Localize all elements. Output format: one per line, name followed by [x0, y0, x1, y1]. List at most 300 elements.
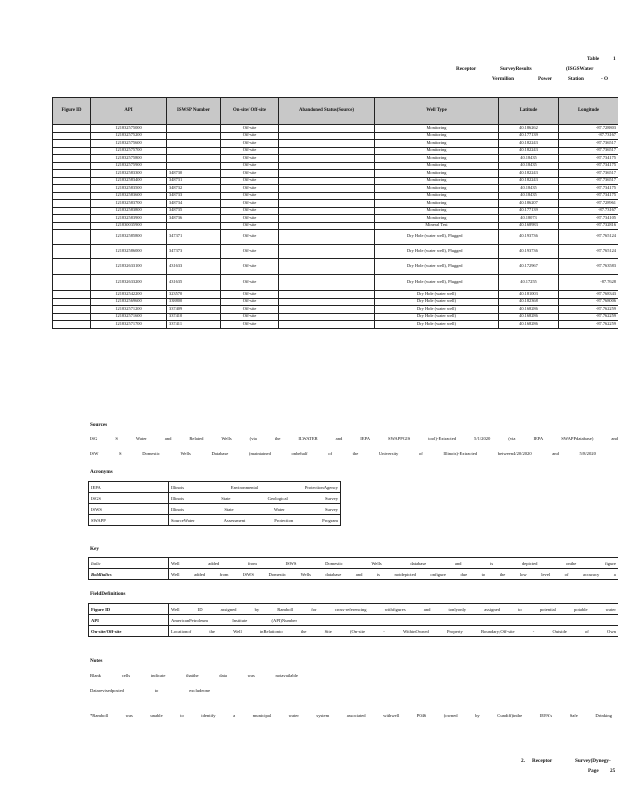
cell-longitude: -87.765124 — [559, 230, 618, 245]
word: potable — [574, 606, 588, 612]
word: S — [115, 436, 118, 441]
definition-row — [89, 626, 618, 637]
word: Datarevisedposted — [90, 688, 124, 693]
cell-abandoned-status — [279, 215, 375, 223]
word: (owned — [443, 713, 458, 718]
cell-on-off-site: Off-site — [221, 177, 279, 185]
cell-latitude: 40.177139 — [499, 207, 559, 215]
cell-api: 121832583300 — [91, 170, 167, 178]
cell-well-type: Dry Hole (water well), Plugged — [375, 275, 499, 291]
word: Well — [171, 560, 180, 566]
cell-well-type: Dry Hole (water well), Plugged — [375, 230, 499, 245]
word: of — [418, 451, 423, 456]
cell-on-off-site: Off-site — [221, 192, 279, 200]
cell-iswsp-number: 348736 — [167, 215, 221, 223]
table-row — [53, 185, 618, 193]
cell-well-type: Monitoring — [375, 207, 499, 215]
definition-text — [169, 569, 618, 580]
cell-figure-id — [53, 306, 91, 314]
word: Database — [211, 451, 229, 456]
cell-well-type: Monitoring — [375, 170, 499, 178]
word: was — [247, 673, 255, 678]
word: water — [288, 713, 299, 718]
word: ProtectionAgency — [304, 484, 338, 490]
cell-abandoned-status — [279, 244, 375, 259]
word: the — [499, 571, 506, 577]
cell-longitude: -87.736517 — [559, 147, 618, 155]
cell-abandoned-status — [279, 125, 375, 133]
definition-row — [89, 482, 341, 493]
word: and — [611, 436, 618, 441]
word: onthe — [566, 560, 577, 566]
cell-abandoned-status — [279, 275, 375, 291]
word: (via — [508, 436, 516, 441]
word: from — [219, 571, 229, 577]
table-label: Table — [587, 56, 600, 62]
acronyms-table — [88, 481, 341, 526]
cell-api: 121832571700 — [91, 321, 167, 329]
word: Safe — [569, 713, 578, 718]
cell-figure-id — [53, 125, 91, 133]
cell-figure-id — [53, 170, 91, 178]
word: identify — [201, 713, 216, 718]
word: from — [247, 560, 257, 566]
cell-iswsp-number: 323570 — [167, 291, 221, 299]
table-row — [53, 298, 618, 306]
word: 5/8/2020 — [579, 451, 596, 456]
cell-well-type: Dry Hole (water well) — [375, 298, 499, 306]
cell-well-type: Monitoring — [375, 185, 499, 193]
word: level — [541, 571, 551, 577]
word: - — [532, 628, 535, 634]
word: figure — [604, 560, 616, 566]
header-receptor: Receptor — [456, 66, 477, 72]
word: Own — [607, 628, 616, 634]
cell-figure-id — [53, 192, 91, 200]
word: Wells — [300, 571, 311, 577]
word: ILWATER — [298, 436, 318, 441]
col-longitude: Longitude — [559, 98, 618, 125]
word: excludeone — [189, 688, 210, 693]
cell-api: 121832583500 — [91, 185, 167, 193]
cell-api: 121832575800 — [91, 155, 167, 163]
word: Assessment — [223, 517, 246, 523]
word: onbehalf — [291, 451, 308, 456]
word: Property — [446, 628, 463, 634]
word: water — [605, 606, 616, 612]
word: a — [613, 571, 616, 577]
word: by — [254, 606, 260, 612]
cell-on-off-site: Off-site — [221, 162, 279, 170]
cell-iswsp-number: 348732 — [167, 185, 221, 193]
definition-term: Figure ID — [89, 604, 169, 615]
cell-abandoned-status — [279, 230, 375, 245]
definition-term: ISGS — [89, 493, 169, 504]
header-dash-o: - O — [601, 76, 609, 82]
cell-api: 121832633100 — [91, 259, 167, 275]
table-row — [53, 125, 618, 133]
word: of — [564, 571, 569, 577]
definition-row — [89, 604, 618, 615]
table-row — [53, 306, 618, 314]
word: ISWS — [285, 560, 297, 566]
cell-figure-id — [53, 215, 91, 223]
cell-api: 121832542200 — [91, 291, 167, 299]
word: (via — [249, 436, 257, 441]
cell-abandoned-status — [279, 170, 375, 178]
cell-latitude: 40.168286 — [499, 321, 559, 329]
word: ID — [197, 606, 203, 612]
table-row — [53, 207, 618, 215]
word: due — [460, 571, 468, 577]
word: Illinois — [171, 495, 185, 501]
table-row — [53, 321, 618, 329]
cell-on-off-site: Off-site — [221, 275, 279, 291]
cell-on-off-site: Off-site — [221, 147, 279, 155]
word: Wells — [371, 560, 382, 566]
table-row — [53, 147, 618, 155]
word: onfigure — [430, 571, 446, 577]
well-table — [52, 97, 618, 329]
definition-term: On-site/Off-site — [89, 626, 169, 637]
word: (maintained — [248, 451, 271, 456]
word: assigned — [220, 606, 237, 612]
cell-latitude: 40.18435 — [499, 192, 559, 200]
cell-api: 121832583700 — [91, 200, 167, 208]
cell-api: 121832586000 — [91, 244, 167, 259]
cell-api: 121832569600 — [91, 298, 167, 306]
word: system — [316, 713, 330, 718]
col-latitude: Latitude — [499, 98, 559, 125]
word: Protection — [274, 517, 294, 523]
cell-api: 121830035900 — [91, 222, 167, 230]
word: IEPA's — [539, 713, 553, 718]
cell-longitude: -87.734175 — [559, 185, 618, 193]
cell-api: 121832575900 — [91, 162, 167, 170]
cell-abandoned-status — [279, 192, 375, 200]
table-row — [53, 222, 618, 230]
cell-abandoned-status — [279, 155, 375, 163]
table-row — [53, 170, 618, 178]
cell-on-off-site: Off-site — [221, 155, 279, 163]
word: and — [552, 451, 559, 456]
cell-iswsp-number: 348735 — [167, 207, 221, 215]
cell-longitude: -87.7628 — [559, 275, 618, 291]
cell-iswsp-number: 348733 — [167, 192, 221, 200]
cell-on-off-site: Off-site — [221, 313, 279, 321]
word: Program — [322, 517, 338, 523]
cell-well-type: Monitoring — [375, 162, 499, 170]
cell-abandoned-status — [279, 162, 375, 170]
cell-iswsp-number — [167, 147, 221, 155]
definition-text — [169, 482, 341, 493]
word: Locationof — [171, 628, 192, 634]
cell-latitude: 40.182243 — [499, 170, 559, 178]
word: added — [194, 571, 206, 577]
cell-figure-id — [53, 230, 91, 245]
word: assigned — [484, 606, 501, 612]
cell-figure-id — [53, 298, 91, 306]
cell-latitude: 40.168286 — [499, 306, 559, 314]
word: a — [233, 713, 236, 718]
word: Domestic — [268, 571, 287, 577]
word: and — [335, 436, 343, 441]
cell-on-off-site: Off-site — [221, 306, 279, 314]
cell-latitude: 40.181003 — [499, 291, 559, 299]
col-on-off-site: On-site/ Off-site — [221, 98, 279, 125]
word: and — [423, 606, 431, 612]
cell-abandoned-status — [279, 177, 375, 185]
word: low — [519, 571, 527, 577]
word: Well — [171, 606, 180, 612]
cell-api: 121832583400 — [91, 177, 167, 185]
word: Wells — [221, 436, 232, 441]
definition-row — [89, 569, 618, 580]
cell-longitude: -87.768006 — [559, 298, 618, 306]
cell-well-type: Dry Hole (water well), Plugged — [375, 244, 499, 259]
cell-latitude: 40.182368 — [499, 298, 559, 306]
cell-well-type: Monitoring — [375, 155, 499, 163]
cell-longitude: -87.768343 — [559, 291, 618, 299]
cell-latitude: 40.18435 — [499, 155, 559, 163]
cell-latitude: 40.18073 — [499, 215, 559, 223]
cell-longitude: -87.728803 — [559, 125, 618, 133]
col-figure-id: Figure ID — [53, 98, 91, 125]
sources-line-2 — [90, 451, 596, 457]
cell-on-off-site: Off-site — [221, 291, 279, 299]
cell-figure-id — [53, 147, 91, 155]
cell-abandoned-status — [279, 259, 375, 275]
cell-figure-id — [53, 200, 91, 208]
notes-line-1 — [90, 673, 298, 679]
word: Water — [135, 436, 147, 441]
word: Site — [324, 628, 332, 634]
word: (API)Number — [271, 617, 297, 623]
cell-latitude: 40.186262 — [499, 125, 559, 133]
definition-term: SWAPP — [89, 515, 169, 526]
cell-longitude: -87.728961 — [559, 200, 618, 208]
cell-iswsp-number: 347371 — [167, 230, 221, 245]
word: by — [475, 713, 480, 718]
word: Environmental — [230, 484, 259, 490]
cell-longitude: -87.762259 — [559, 313, 618, 321]
cell-api: 121832583600 — [91, 192, 167, 200]
cell-well-type: Dry Hole (water well) — [375, 321, 499, 329]
definition-text — [169, 558, 618, 569]
cell-latitude: 40.17255 — [499, 275, 559, 291]
cell-on-off-site: Off-site — [221, 132, 279, 140]
word: the — [274, 436, 281, 441]
table-row — [53, 192, 618, 200]
word: Illinois — [171, 506, 185, 512]
cell-abandoned-status — [279, 298, 375, 306]
key-heading: Key — [90, 546, 99, 552]
word: thatthe — [186, 673, 199, 678]
table-row — [53, 177, 618, 185]
cell-iswsp-number — [167, 162, 221, 170]
definition-term: Italic — [89, 558, 169, 569]
cell-api: 121832575000 — [91, 125, 167, 133]
word: Well — [233, 628, 242, 634]
cell-iswsp-number: 347373 — [167, 244, 221, 259]
header-survey-results: SurveyResults — [500, 66, 532, 72]
word: was — [125, 713, 133, 718]
cell-abandoned-status — [279, 200, 375, 208]
cell-iswsp-number: 337410 — [167, 313, 221, 321]
header-vermilion: Vermilion — [492, 76, 514, 82]
word: and — [454, 560, 462, 566]
word: the — [209, 628, 215, 634]
cell-on-off-site: Off-site — [221, 185, 279, 193]
cell-iswsp-number: 348734 — [167, 200, 221, 208]
cell-iswsp-number: 337409 — [167, 306, 221, 314]
cell-iswsp-number: 348731 — [167, 177, 221, 185]
word: SourceWater — [171, 517, 195, 523]
cell-latitude: 40.193736 — [499, 244, 559, 259]
word: to — [154, 688, 159, 693]
definition-term: BoldItalics — [89, 569, 169, 580]
word: to — [518, 606, 522, 612]
word: to — [180, 713, 184, 718]
word: SWAPPdatabase) — [561, 436, 594, 441]
cell-longitude: -87.736517 — [559, 170, 618, 178]
cell-well-type: Mineral Test — [375, 222, 499, 230]
cell-iswsp-number — [167, 132, 221, 140]
table-row — [53, 230, 618, 245]
col-well-type: Well Type — [375, 98, 499, 125]
cell-iswsp-number: 348730 — [167, 170, 221, 178]
word: Domestic — [142, 451, 160, 456]
word: Wells — [180, 451, 191, 456]
table-row — [53, 291, 618, 299]
cell-latitude: 40.168983 — [499, 222, 559, 230]
cell-longitude: -87.762259 — [559, 321, 618, 329]
table-row — [53, 313, 618, 321]
table-row — [53, 275, 618, 291]
header-station: Station — [568, 76, 584, 82]
word: of — [328, 451, 333, 456]
cell-api: 121832583800 — [91, 207, 167, 215]
table-row — [53, 259, 618, 275]
cell-on-off-site: Off-site — [221, 230, 279, 245]
word: to — [481, 571, 486, 577]
cell-figure-id — [53, 155, 91, 163]
word: IEPA — [360, 436, 371, 441]
cell-api: 121832571600 — [91, 313, 167, 321]
cell-well-type: Monitoring — [375, 132, 499, 140]
cell-abandoned-status — [279, 140, 375, 148]
cell-on-off-site: Off-site — [221, 200, 279, 208]
word: Survey — [324, 495, 338, 501]
col-iswsp-number: ISWSP Number — [167, 98, 221, 125]
cell-latitude: 40.182243 — [499, 140, 559, 148]
cell-well-type: Dry Hole (water well) — [375, 313, 499, 321]
definition-row — [89, 615, 618, 626]
word: tonlyonly — [448, 606, 467, 612]
cell-well-type: Monitoring — [375, 140, 499, 148]
cell-latitude: 40.177139 — [499, 132, 559, 140]
cell-api: 121832575700 — [91, 147, 167, 155]
word: database — [325, 571, 342, 577]
cell-figure-id — [53, 132, 91, 140]
definition-text — [169, 615, 618, 626]
cell-abandoned-status — [279, 185, 375, 193]
cell-latitude: 40.18435 — [499, 185, 559, 193]
cell-longitude: -87.763583 — [559, 259, 618, 275]
table-number: 1 — [613, 56, 616, 62]
definition-text — [169, 604, 618, 615]
cell-abandoned-status — [279, 132, 375, 140]
word: Domestic — [325, 560, 343, 566]
cell-abandoned-status — [279, 321, 375, 329]
word: and — [164, 436, 172, 441]
word: is — [490, 560, 494, 566]
word: *Ramboll — [90, 713, 109, 718]
word: Geological — [267, 495, 288, 501]
word: accuracy — [582, 571, 600, 577]
sources-heading: Sources — [90, 422, 108, 428]
word: Institute — [232, 617, 248, 623]
cell-well-type: Monitoring — [375, 125, 499, 133]
definition-term: IEPA — [89, 482, 169, 493]
cell-longitude: -87.734105 — [559, 215, 618, 223]
table-row — [53, 162, 618, 170]
definition-row — [89, 515, 341, 526]
word: University — [378, 451, 399, 456]
cell-latitude: 40.182243 — [499, 177, 559, 185]
word: cross-referencing — [334, 606, 367, 612]
cell-figure-id — [53, 162, 91, 170]
definition-row — [89, 504, 341, 515]
acronyms-heading: Acronyms — [90, 469, 113, 475]
cell-figure-id — [53, 275, 91, 291]
word: Blank — [90, 673, 101, 678]
word: tool)-Extracted — [428, 436, 457, 441]
word: State — [224, 506, 234, 512]
cell-longitude: -87.734175 — [559, 155, 618, 163]
definition-row — [89, 493, 341, 504]
col-api: API — [91, 98, 167, 125]
cell-on-off-site: Off-site — [221, 125, 279, 133]
cell-abandoned-status — [279, 306, 375, 314]
cell-abandoned-status — [279, 313, 375, 321]
word: withfigures — [384, 606, 406, 612]
word: data — [219, 673, 227, 678]
cell-api: 121832633200 — [91, 275, 167, 291]
header-power: Power — [538, 76, 553, 82]
cell-iswsp-number — [167, 155, 221, 163]
cell-longitude: -87.736517 — [559, 177, 618, 185]
word: associated — [346, 713, 366, 718]
word: the — [352, 451, 359, 456]
cell-api: 121832575200 — [91, 132, 167, 140]
word: depicted — [521, 560, 538, 566]
word: database — [410, 560, 427, 566]
table-row — [53, 140, 618, 148]
footer-number: 2. — [521, 758, 525, 764]
definition-term: ISWS — [89, 504, 169, 515]
cell-well-type: Monitoring — [375, 200, 499, 208]
word: of — [584, 628, 589, 634]
cell-well-type: Dry Hole (water well), Plugged — [375, 259, 499, 275]
sources-line-1 — [90, 436, 618, 442]
cell-longitude: -87.734175 — [559, 162, 618, 170]
cell-api: 121832575600 — [91, 140, 167, 148]
cell-on-off-site: Off-site — [221, 244, 279, 259]
table-row — [53, 215, 618, 223]
cell-well-type: Monitoring — [375, 147, 499, 155]
cell-figure-id — [53, 259, 91, 275]
